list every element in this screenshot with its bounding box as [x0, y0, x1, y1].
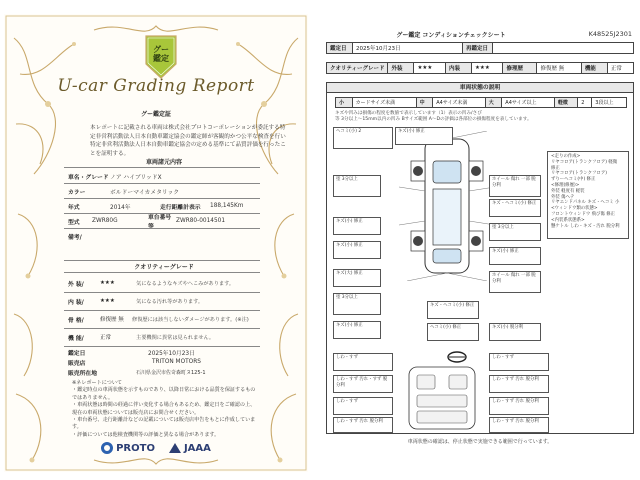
grade-table [326, 62, 634, 74]
interior-seat-icon [405, 365, 479, 431]
function-label: 機能 [581, 63, 607, 74]
remarks-label: 備考/ [68, 234, 82, 241]
legend-line: リヤエンドパネル キズ・ヘコミ 小 [551, 200, 620, 206]
row-remarks [68, 229, 264, 243]
row-shop [68, 357, 264, 367]
damage-mark: ヘコミ(小) 2 [333, 127, 393, 149]
row-location [68, 367, 264, 377]
condition-check-sheet [326, 26, 634, 470]
size-note: キズや凹みは損傷の程度を数値で表示しています（1）表示の凹み/さび 等 3分以上～15mm以内の凹み Bサイズ範囲 A～Dの評価は各部位の損傷程度を表しています。 [335, 111, 532, 122]
legend-line: 外装 軽度有 軽装 [551, 188, 585, 194]
exterior-value: ★★★ [414, 63, 445, 74]
interior-label: 内装 [445, 63, 471, 74]
divider [64, 260, 260, 261]
quality-stars: 正常 [100, 335, 112, 341]
location-label: 販売所在地 [68, 370, 97, 377]
interior-value: ★★★ [472, 63, 503, 74]
quality-label: 内 装/ [68, 299, 84, 306]
legend-line: <内装系状態系> [551, 217, 585, 223]
damage-mark: キズ(小) 修正 [333, 321, 381, 339]
size-label: A4サイズ以上 [502, 98, 555, 108]
color-value: ボルドーマイカメタリック [110, 189, 180, 196]
car-top-view-icon [397, 131, 497, 281]
legend-line: <ウィンドウ類の状態> [551, 206, 598, 212]
size-label: 中 [416, 98, 433, 108]
quality-section-title: クオリティーグレード [134, 264, 194, 271]
quality-row-function [68, 329, 264, 345]
shop-value: TRITON MOTORS [152, 359, 201, 365]
interior-mark: しわ・すず [489, 353, 549, 371]
damage-mark: キズ(大) 修正 [333, 269, 381, 287]
vehicle-section-title: 車両諸元内容 [145, 159, 182, 166]
legend-line: ずりーヘコミ(中) 修正 [551, 177, 596, 183]
size-label: 大 [485, 98, 502, 108]
legend-line: 外装 傷ヘテ [551, 194, 575, 200]
year-value: 2014年 [110, 204, 131, 211]
certificate-subtitle: グー鑑定証 [140, 111, 171, 118]
quality-note: 修復歴には該当しないダメージがあります。(※注) [132, 316, 249, 323]
condition-legend [547, 151, 629, 239]
size-label: カードサイズ未満 [352, 98, 416, 108]
name-value: ノア ハイブリッドX [110, 174, 162, 181]
bottom-note: 車両状態の確認は、停止状態で実施できる範囲で行っています。 [407, 439, 553, 445]
date-label: 鑑定日 [68, 350, 86, 357]
date-label: 鑑定日 [327, 43, 353, 54]
damage-mark: キズ(小) 修正 [333, 241, 381, 259]
quality-note: 主要機関に異常は見られません。 [136, 334, 215, 341]
size-label: 小 [336, 98, 353, 108]
report-notes [72, 380, 256, 439]
interior-mark: しわ・すず [333, 353, 393, 371]
row-name [68, 169, 264, 183]
divider [64, 272, 260, 273]
jaaa-logo-text: JAAA [183, 442, 211, 454]
jaaa-logo-icon [169, 443, 181, 453]
legend-line: リヤコロア(トランクフロア) [551, 171, 607, 177]
chassis-value: ZWR80-0014501 [176, 218, 226, 224]
year-label: 年式 [68, 204, 80, 211]
quality-note: 気になるようなキズやへこみがあります。 [136, 280, 235, 287]
proto-logo-text: PROTO [116, 442, 155, 454]
interior-mark: しわ・すず 汚れ・すず 脱分利 [333, 375, 393, 393]
date-value: 2025年10月23日 [148, 350, 195, 357]
interior-mark: しわ・すず 汚れ 脱分利 [489, 375, 549, 393]
certificate-intro: 本レポートに記載される車両は株式会社プロトコーポレーションが委託する特定非営利活動法人日本自動車鑑定協会の鑑定師が客観的かつ公平な検査を行い特定非営利活動法人日本自動車鑑定協会の定める基準にて品質評価を行ったことを証明する。 [90, 125, 286, 157]
description-title: 車両状態の説明 [327, 83, 633, 93]
report-title: U-car Grading Report [57, 76, 255, 96]
legend-line: <修理(修歴)> [551, 182, 580, 188]
legend-line: 懸ケトル しわ・キズ・汚れ 脱分利 [551, 223, 620, 229]
row-model [68, 214, 264, 228]
damage-mark: キズ(小) 修正 [333, 217, 381, 235]
proto-logo [101, 442, 155, 454]
legend-line: 修正 [551, 165, 560, 171]
damage-mark: 塗 3分以上 [333, 175, 381, 197]
quality-label: 機 能/ [68, 335, 84, 342]
quality-row-interior [68, 293, 264, 309]
date-table [326, 42, 634, 54]
note-item: ・車台番号、走行距離計などの記載については販売店申告をもとに作成しています。 [72, 417, 256, 431]
quality-row-frame [68, 311, 264, 327]
jaaa-logo [169, 443, 211, 454]
size-legend-table [335, 97, 627, 108]
level-label: 軽微 [554, 98, 577, 108]
level-label: 2 [578, 98, 592, 108]
redate-label: 再鑑定日 [463, 43, 493, 54]
chassis-label: 車台番号等 [148, 215, 172, 230]
damage-mark: キズ(小) 修正 [395, 127, 453, 145]
note-item: ・車両状態は時間の経過に伴い変化する場合もあるため、鑑定日をご確認の上、現在の車両状態については販売店にお問合せください。 [72, 402, 256, 416]
model-value: ZWR80G [92, 218, 118, 224]
row-color [68, 184, 264, 198]
description-panel [326, 82, 634, 434]
note-item: ・評価については他検査機関等の評価と異なる場合があります。 [72, 431, 220, 438]
sheet-title: グー鑑定 コンディションチェックシート [396, 32, 506, 39]
legend-line: リヤコロア(トランクフロア) 軽微 [551, 159, 618, 165]
shop-label: 販売店 [68, 360, 86, 367]
quality-label: 骨 格/ [68, 317, 84, 324]
location-value: 石川県金沢市佐奇森町ヌ125-1 [136, 369, 206, 376]
row-year [68, 199, 264, 213]
divider [64, 167, 260, 168]
quality-row-exterior [68, 275, 264, 291]
color-label: カラー [68, 189, 86, 196]
badge-label: グー 鑑定 [153, 45, 169, 63]
interior-mark: しわ・すず 汚れ 脱分利 [333, 417, 393, 433]
damage-mark: キズ(小) 脱分利 [489, 323, 541, 341]
frame-label: 修理歴 [503, 63, 537, 74]
mileage-label: 走行距離計表示 [160, 204, 201, 211]
interior-mark: しわ・すず 汚れ 脱分利 [489, 417, 549, 433]
model-label: 型式 [68, 219, 80, 226]
damage-mark: 塗 3分以上 [489, 223, 541, 241]
exterior-label: 外装 [388, 63, 414, 74]
size-label: A4サイズ未満 [433, 98, 486, 108]
damage-mark: キズ(小) 修正 [489, 247, 541, 265]
level-label: 3段以上 [592, 98, 627, 108]
interior-mark: しわ・すず [333, 397, 393, 415]
quality-note: 気になる汚れ等があります。 [136, 298, 204, 305]
name-label: 車名・グレード [68, 174, 109, 181]
grade-label: クオリティーグレード [327, 63, 388, 74]
date-value: 2025年10月23日 [353, 43, 463, 54]
damage-mark: ホイール 傷れ 一部 脱分利 [489, 175, 541, 197]
steering-icon [447, 351, 467, 363]
damage-mark: キズ・ヘコミ(小) 修正 [427, 301, 479, 319]
note-item: ・鑑定時点の車両状態を示すものであり、以降日常における品質を保証するものではありません。 [72, 387, 256, 401]
quality-stars: 修復歴 無 [100, 317, 124, 323]
proto-logo-icon [101, 442, 113, 454]
frame-value: 修復歴 無 [537, 63, 581, 74]
logo-bar [4, 436, 308, 460]
damage-mark: ホイール 傷れ 一部 脱分利 [489, 271, 541, 293]
quality-label: 外 装/ [68, 281, 84, 288]
notes-title: ※ネレポートについて [72, 380, 123, 386]
interior-mark: しわ・すず 汚れ 脱分利 [489, 397, 549, 415]
legend-line: <走りの作成> [551, 154, 581, 159]
sheet-code: K48525J2301 [588, 30, 632, 38]
mileage-value: 188,145Km [210, 203, 244, 209]
damage-mark: キズ・ヘコミ(小) 修正 [489, 199, 541, 217]
damage-mark: ヘコミ(小) 修正 [427, 323, 479, 341]
damage-mark: 塗 3分以上 [333, 293, 381, 315]
grading-certificate [4, 14, 308, 472]
quality-stars: ★★★ [100, 298, 115, 304]
redate-value [493, 43, 634, 54]
legend-line: フロントウィンドウ 飛び傷 修正 [551, 211, 615, 217]
quality-stars: ★★★ [100, 280, 115, 286]
function-value: 正常 [607, 63, 633, 74]
row-date [68, 347, 264, 357]
